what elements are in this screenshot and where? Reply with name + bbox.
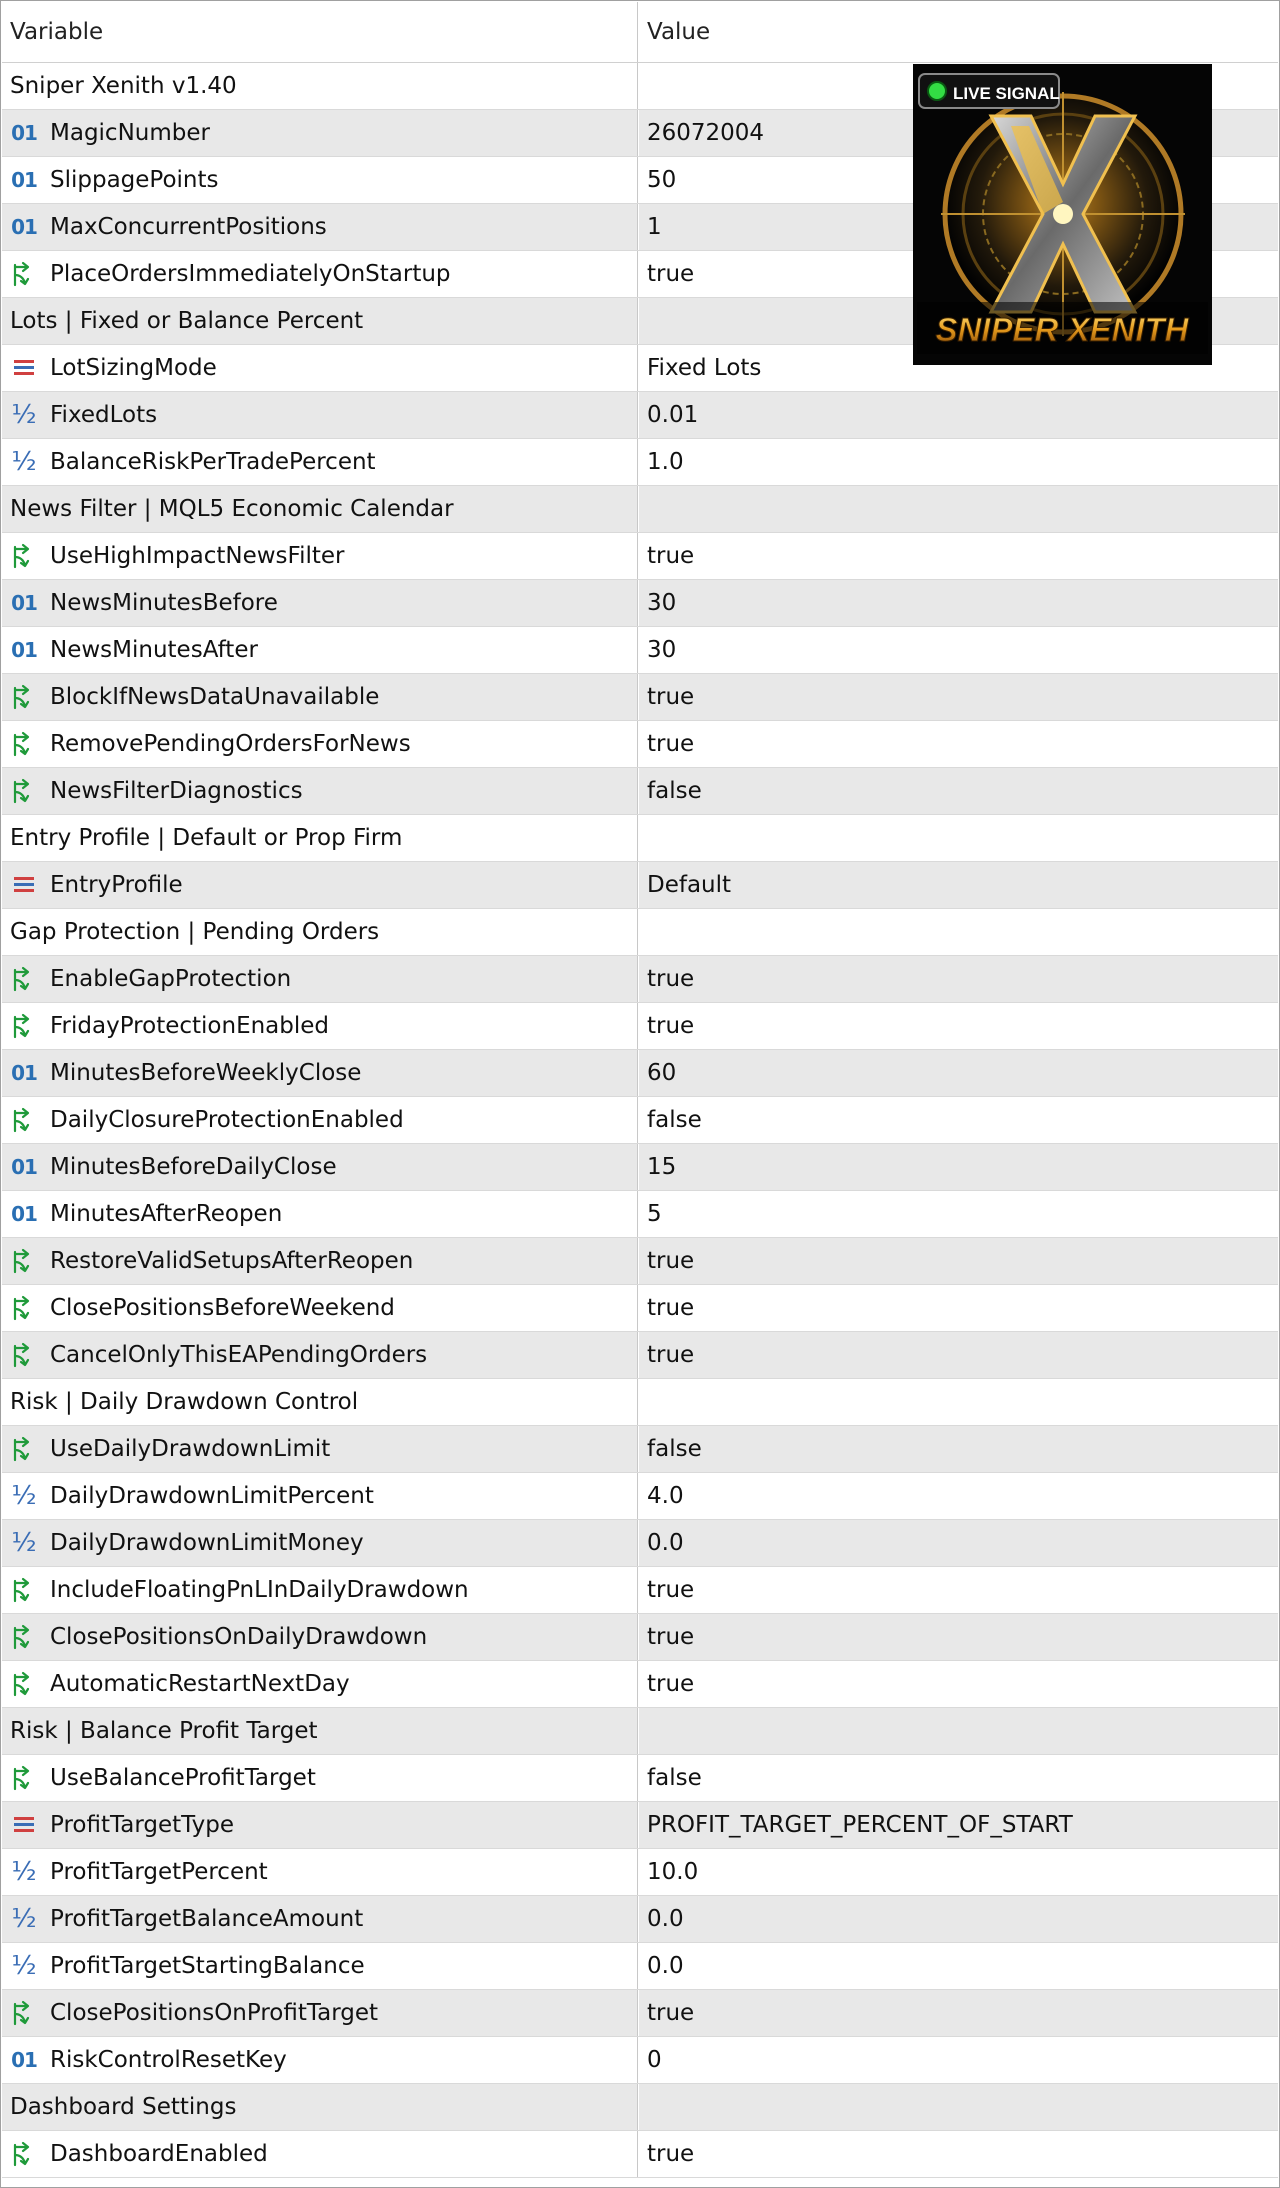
value-cell[interactable] [639,439,1278,485]
variable-name: ClosePositionsOnDailyDrawdown [50,1624,428,1650]
int-icon: 01 [11,591,37,615]
bool-icon [10,1764,38,1792]
double-icon: ½ [11,1951,37,1981]
param-row[interactable] [2,1802,1278,1849]
param-row[interactable] [2,768,1278,815]
value-cell[interactable] [639,1567,1278,1613]
variable-name: NewsFilterDiagnostics [50,778,303,804]
value-text: 0.01 [647,402,699,428]
value-text: 30 [647,637,677,663]
value-cell[interactable] [639,392,1278,438]
bool-icon [10,1341,38,1369]
value-cell[interactable] [639,2131,1278,2177]
section-label-cell [2,486,638,532]
value-text: 26072004 [647,120,765,146]
value-cell[interactable] [639,2037,1278,2083]
live-signal-badge: LIVE SIGNAL [953,84,1060,103]
sniper-xenith-logo [913,64,1212,365]
value-cell[interactable] [639,1191,1278,1237]
param-row[interactable] [2,1943,1278,1990]
variable-cell [2,1050,638,1096]
variable-cell [2,721,638,767]
section-label: Entry Profile | Default or Prop Firm [10,825,403,851]
bool-icon [10,1012,38,1040]
param-row[interactable] [2,1896,1278,1943]
variable-cell [2,1943,638,1989]
variable-name: NewsMinutesAfter [50,637,258,663]
int-icon: 01 [11,1061,37,1085]
value-text: true [647,1295,695,1321]
bool-icon [10,1999,38,2027]
double-icon: ½ [11,1481,37,1511]
value-cell[interactable] [639,1990,1278,2036]
value-cell[interactable] [639,533,1278,579]
value-cell[interactable] [639,1849,1278,1895]
param-row[interactable] [2,1332,1278,1379]
param-row[interactable] [2,627,1278,674]
value-text: 30 [647,590,677,616]
param-row[interactable] [2,1520,1278,1567]
param-row[interactable] [2,1144,1278,1191]
value-text: 5 [647,1201,662,1227]
variable-cell [2,345,638,391]
section-row[interactable] [2,1708,1278,1755]
variable-cell [2,580,638,626]
value-text: true [647,543,695,569]
value-cell[interactable] [639,1802,1278,1848]
variable-name: ProfitTargetPercent [50,1859,268,1885]
variable-cell [2,1144,638,1190]
value-cell [639,2084,1278,2130]
variable-name: DailyDrawdownLimitPercent [50,1483,374,1509]
section-label-cell [2,1379,638,1425]
value-text: 4.0 [647,1483,684,1509]
section-label: Lots | Fixed or Balance Percent [10,308,364,334]
bool-icon [10,542,38,570]
variable-cell [2,1426,638,1472]
variable-name: NewsMinutesBefore [50,590,278,616]
variable-cell [2,1097,638,1143]
param-row[interactable] [2,1661,1278,1708]
double-icon: ½ [11,447,37,477]
value-text: true [647,1624,695,1650]
bool-icon [10,1623,38,1651]
value-cell[interactable] [639,1285,1278,1331]
param-row[interactable] [2,1003,1278,1050]
param-row[interactable] [2,956,1278,1003]
value-cell [639,815,1278,861]
value-text: true [647,261,695,287]
variable-cell [2,1473,638,1519]
section-label: Sniper Xenith v1.40 [10,73,237,99]
value-text: 0.0 [647,1530,684,1556]
bool-icon [10,1576,38,1604]
section-label-cell [2,909,638,955]
section-row[interactable] [2,909,1278,956]
value-cell[interactable] [639,1050,1278,1096]
param-row[interactable] [2,1990,1278,2037]
value-cell[interactable] [639,1943,1278,1989]
param-row[interactable] [2,439,1278,486]
value-text: 0.0 [647,1906,684,1932]
param-row[interactable] [2,1050,1278,1097]
section-label-cell [2,298,638,344]
enum-icon [10,354,38,382]
value-cell[interactable] [639,1473,1278,1519]
value-text: 10.0 [647,1859,699,1885]
variable-cell [2,674,638,720]
value-cell[interactable] [639,1614,1278,1660]
variable-name: UseHighImpactNewsFilter [50,543,345,569]
bool-icon [10,1670,38,1698]
param-row[interactable] [2,721,1278,768]
variable-name: DailyClosureProtectionEnabled [50,1107,404,1133]
variable-cell [2,1003,638,1049]
column-header-variable[interactable]: Variable [2,2,638,62]
value-text: 50 [647,167,677,193]
variable-name: MaxConcurrentPositions [50,214,327,240]
bool-icon [10,965,38,993]
table-body [2,63,1278,2178]
enum-icon [10,1811,38,1839]
value-text: false [647,778,702,804]
value-cell[interactable] [639,1896,1278,1942]
variable-name: DashboardEnabled [50,2141,268,2167]
variable-cell [2,1614,638,1660]
value-text: 1 [647,214,662,240]
param-row[interactable] [2,1614,1278,1661]
int-icon: 01 [11,121,37,145]
value-cell[interactable] [639,1661,1278,1707]
section-label: Gap Protection | Pending Orders [10,919,380,945]
variable-name: DailyDrawdownLimitMoney [50,1530,364,1556]
variable-cell [2,1520,638,1566]
section-label-cell [2,2084,638,2130]
value-cell [639,1379,1278,1425]
variable-name: EntryProfile [50,872,183,898]
variable-name: SlippagePoints [50,167,219,193]
value-text: Default [647,872,732,898]
variable-cell [2,1990,638,2036]
value-text: true [647,1342,695,1368]
int-icon: 01 [11,168,37,192]
variable-cell [2,1755,638,1801]
variable-cell [2,157,638,203]
section-label-cell [2,1708,638,1754]
double-icon: ½ [11,1857,37,1887]
bool-icon [10,1294,38,1322]
param-row[interactable] [2,1849,1278,1896]
variable-name: UseDailyDrawdownLimit [50,1436,331,1462]
value-text: false [647,1765,702,1791]
value-text: true [647,1013,695,1039]
value-cell [639,486,1278,532]
bool-icon [10,2140,38,2168]
value-text: true [647,2141,695,2167]
int-icon: 01 [11,215,37,239]
param-row[interactable] [2,862,1278,909]
variable-cell [2,1661,638,1707]
value-text: 1.0 [647,449,684,475]
variable-cell [2,2131,638,2177]
int-icon: 01 [11,1202,37,1226]
variable-cell [2,1567,638,1613]
value-text: true [647,1248,695,1274]
param-row[interactable] [2,1755,1278,1802]
value-cell[interactable] [639,1097,1278,1143]
value-text: true [647,966,695,992]
value-text: 0 [647,2047,662,2073]
value-cell[interactable] [639,768,1278,814]
param-row[interactable] [2,2131,1278,2178]
value-text: true [647,731,695,757]
section-row[interactable] [2,1379,1278,1426]
variable-name: RemovePendingOrdersForNews [50,731,411,757]
variable-name: MinutesBeforeWeeklyClose [50,1060,362,1086]
param-row[interactable] [2,392,1278,439]
variable-name: BlockIfNewsDataUnavailable [50,684,380,710]
table-header [2,2,1278,63]
variable-cell [2,1191,638,1237]
variable-cell [2,2037,638,2083]
value-text: 60 [647,1060,677,1086]
variable-cell [2,862,638,908]
variable-cell [2,439,638,485]
variable-name: UseBalanceProfitTarget [50,1765,316,1791]
variable-cell [2,1849,638,1895]
variable-cell [2,956,638,1002]
param-row[interactable] [2,2037,1278,2084]
bool-icon [10,777,38,805]
variable-cell [2,204,638,250]
value-cell[interactable] [639,1520,1278,1566]
variable-cell [2,1285,638,1331]
value-cell[interactable] [639,956,1278,1002]
section-row[interactable] [2,486,1278,533]
variable-name: CancelOnlyThisEAPendingOrders [50,1342,428,1368]
variable-name: LotSizingMode [50,355,217,381]
variable-cell [2,533,638,579]
section-row[interactable] [2,2084,1278,2131]
variable-name: ProfitTargetStartingBalance [50,1953,365,1979]
variable-cell [2,1896,638,1942]
bool-icon [10,1247,38,1275]
value-text: 0.0 [647,1953,684,1979]
variable-name: RiskControlResetKey [50,2047,287,2073]
variable-name: MinutesBeforeDailyClose [50,1154,337,1180]
value-cell [639,909,1278,955]
value-cell[interactable] [639,1238,1278,1284]
param-row[interactable] [2,1567,1278,1614]
variable-name: ClosePositionsOnProfitTarget [50,2000,379,2026]
column-header-value[interactable]: Value [647,19,711,45]
variable-cell [2,1332,638,1378]
param-row[interactable] [2,1238,1278,1285]
value-cell[interactable] [639,580,1278,626]
section-label: Dashboard Settings [10,2094,237,2120]
section-label: Risk | Balance Profit Target [10,1718,318,1744]
param-row[interactable] [2,580,1278,627]
variable-name: MagicNumber [50,120,210,146]
variable-name: ProfitTargetType [50,1812,234,1838]
variable-cell [2,1802,638,1848]
variable-cell [2,768,638,814]
value-text: true [647,2000,695,2026]
param-row[interactable] [2,533,1278,580]
double-icon: ½ [11,400,37,430]
value-text: true [647,1671,695,1697]
value-text: 15 [647,1154,677,1180]
variable-cell [2,392,638,438]
param-row[interactable] [2,1285,1278,1332]
enum-icon [10,871,38,899]
section-label-cell [2,815,638,861]
section-row[interactable] [2,815,1278,862]
int-icon: 01 [11,1155,37,1179]
variable-name: ClosePositionsBeforeWeekend [50,1295,395,1321]
value-text: true [647,684,695,710]
sniper-xenith-title: SNIPER XENITH [935,311,1189,348]
value-text: false [647,1436,702,1462]
value-cell[interactable] [639,1144,1278,1190]
bool-icon [10,683,38,711]
value-text: Fixed Lots [647,355,762,381]
value-cell[interactable] [639,627,1278,673]
section-label-cell [2,63,638,109]
value-cell [639,1708,1278,1754]
variable-name: ProfitTargetBalanceAmount [50,1906,364,1932]
value-cell[interactable] [639,674,1278,720]
bool-icon [10,1435,38,1463]
double-icon: ½ [11,1904,37,1934]
value-cell[interactable] [639,1332,1278,1378]
param-row[interactable] [2,1473,1278,1520]
value-cell[interactable] [639,1426,1278,1472]
param-row[interactable] [2,1426,1278,1473]
variable-cell [2,627,638,673]
variable-cell [2,1238,638,1284]
variable-name: RestoreValidSetupsAfterReopen [50,1248,414,1274]
double-icon: ½ [11,1528,37,1558]
value-text: PROFIT_TARGET_PERCENT_OF_START [647,1812,1073,1838]
variable-name: EnableGapProtection [50,966,292,992]
variable-name: AutomaticRestartNextDay [50,1671,350,1697]
value-cell[interactable] [639,1003,1278,1049]
variable-name: FixedLots [50,402,158,428]
param-row[interactable] [2,1097,1278,1144]
value-text: false [647,1107,702,1133]
variable-name: IncludeFloatingPnLInDailyDrawdown [50,1577,469,1603]
variable-cell [2,110,638,156]
variable-name: FridayProtectionEnabled [50,1013,330,1039]
bool-icon [10,260,38,288]
variable-name: BalanceRiskPerTradePercent [50,449,376,475]
section-label: News Filter | MQL5 Economic Calendar [10,496,454,522]
param-row[interactable] [2,674,1278,721]
section-label: Risk | Daily Drawdown Control [10,1389,359,1415]
int-icon: 01 [11,2048,37,2072]
variable-name: MinutesAfterReopen [50,1201,283,1227]
value-text: true [647,1577,695,1603]
bool-icon [10,730,38,758]
variable-name: PlaceOrdersImmediatelyOnStartup [50,261,451,287]
value-cell[interactable] [639,1755,1278,1801]
int-icon: 01 [11,638,37,662]
bool-icon [10,1106,38,1134]
variable-cell [2,251,638,297]
value-cell[interactable] [639,862,1278,908]
value-cell[interactable] [639,721,1278,767]
param-row[interactable] [2,1191,1278,1238]
